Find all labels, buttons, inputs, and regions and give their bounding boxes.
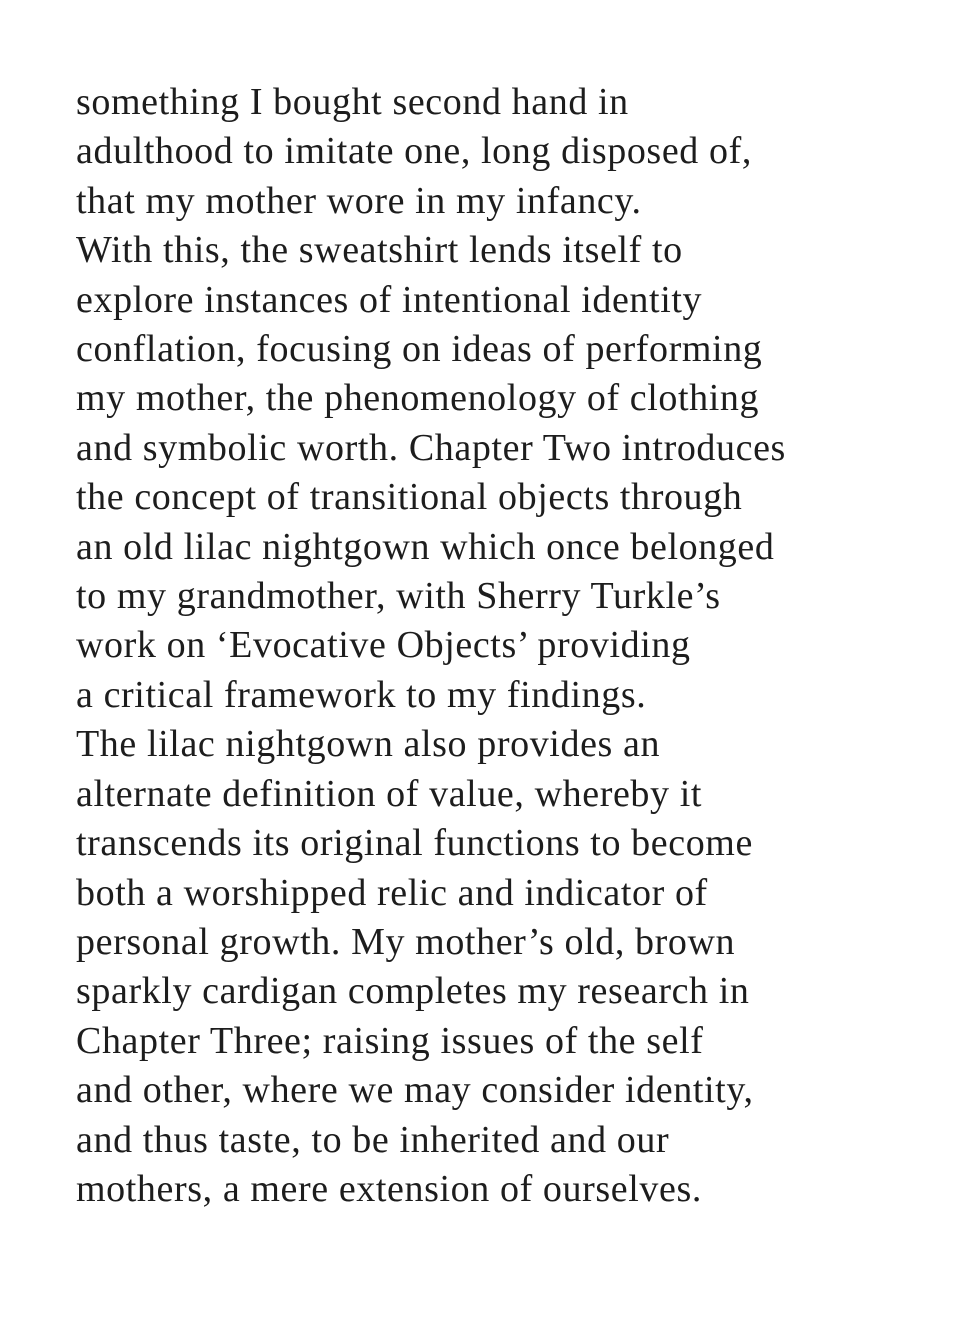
text-line: a critical framework to my findings. (76, 673, 647, 716)
text-line: Chapter Three; raising issues of the self (76, 1019, 704, 1062)
text-line: something I bought second hand in (76, 81, 629, 123)
text-line: and thus taste, to be inherited and our (76, 1118, 670, 1161)
text-line: the concept of transitional objects through (76, 476, 743, 519)
text-line: to my grandmother, with Sherry Turkle’s (76, 575, 721, 618)
text-line: that my mother wore in my infancy. (76, 179, 642, 222)
text-line: With this, the sweatshirt lends itself to (76, 229, 683, 272)
text-line: an old lilac nightgown which once belonged (76, 525, 775, 568)
text-line: both a worshipped relic and indicator of (76, 871, 708, 914)
text-line: explore instances of intentional identity (76, 278, 703, 321)
text-line: mothers, a mere extension of ourselves. (76, 1167, 702, 1210)
text-line: alternate definition of value, whereby it (76, 772, 703, 815)
paragraph (76, 78, 918, 1214)
text-line: adulthood to imitate one, long disposed of, (76, 130, 752, 173)
text-line: my mother, the phenomenology of clothing (76, 377, 760, 420)
text-line: personal growth. My mother’s old, brown (76, 920, 736, 963)
text-line: and symbolic worth. Chapter Two introduces (76, 426, 786, 469)
text-line: The lilac nightgown also provides an (76, 723, 661, 766)
text-line: sparkly cardigan completes my research in (76, 970, 750, 1013)
text-line: and other, where we may consider identity, (76, 1069, 754, 1112)
text-line: transcends its original functions to become (76, 822, 753, 865)
text-line: conflation, focusing on ideas of performing (76, 328, 763, 371)
text-line: work on ‘Evocative Objects’ providing (76, 624, 691, 667)
